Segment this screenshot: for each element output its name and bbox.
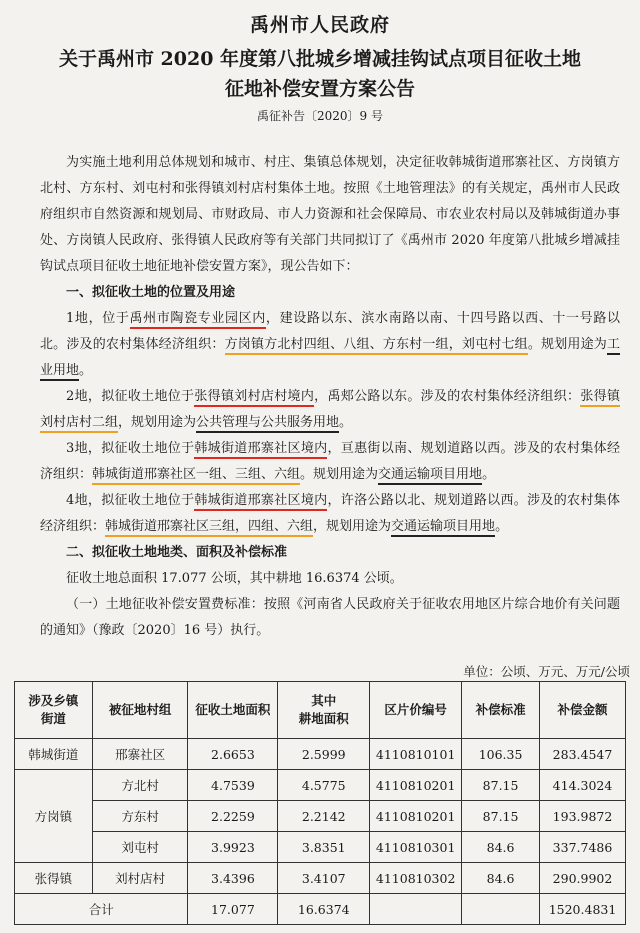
parcel-number: 4 — [66, 493, 75, 508]
location-highlight: 韩城街道邢寨社区境内 — [194, 441, 327, 459]
location-highlight: 韩城街道邢寨社区境内 — [194, 493, 327, 511]
parcel-2-paragraph — [40, 384, 620, 436]
cell-area: 2.6653 — [188, 739, 278, 770]
usage-highlight: 公共管理与公共服务用地 — [196, 415, 339, 433]
cell-empty — [370, 894, 462, 925]
collective-highlight: 方岗镇方北村四组、八组、方东村一组，刘屯村七组 — [225, 337, 528, 355]
cell-code: 4110810201 — [370, 770, 462, 801]
cell-arable: 4.5775 — [278, 770, 370, 801]
text: ，建设路以东、滨水南路以南、十四号路以西、十一号路以北。涉及的农村集体经济组织： — [40, 311, 620, 352]
cell-amount: 337.7486 — [540, 832, 626, 863]
text: ，禹郏公路以东。涉及的农村集体经济组织： — [314, 389, 581, 404]
table-row — [15, 770, 626, 801]
section1-heading: 一、拟征收土地的位置及用途 — [66, 285, 236, 300]
text: 。规划用途为 — [300, 467, 379, 482]
table-header-row — [15, 682, 626, 739]
location-highlight: 禹州市陶瓷专业园区内 — [130, 311, 266, 329]
section2-heading: 二、拟征收土地地类、面积及补偿标准 — [66, 545, 288, 560]
notice-title-line1: 关于禹州市 2020 年度第八批城乡增减挂钩试点项目征收土地 — [58, 48, 582, 70]
cell-amount: 290.9902 — [540, 863, 626, 894]
compensation-standard: （一）土地征收补偿安置费标准：按照《河南省人民政府关于征收农用地区片综合地价有关问题的通知》（豫政〔2020〕16 号）执行。 — [40, 597, 620, 638]
cell-village: 方东村 — [92, 801, 188, 832]
intro-paragraph: 为实施土地利用总体规划和城市、村庄、集镇总体规划，决定征收韩城街道邢寨社区、方岗镇方北村、方东村、刘屯村和张得镇刘村店村集体土地。按照《土地管理法》的有关规定，禹州市人民政府组织市自然资源和规划局、市财政局、市人力资源和社会保障局、市农业农村局以及韩城街道办事处、方岗镇人民政府、张得镇人民政府等有关部门共同拟订了《禹州市 2020 年度第八批城乡增减挂钩试点项目征收土地征地补偿安置方案》，现公告如下： — [40, 155, 620, 274]
header-town — [15, 682, 93, 739]
text: 。 — [79, 363, 93, 378]
parcel-number: 3 — [66, 441, 75, 456]
cell-empty — [462, 894, 540, 925]
cell-code: 4110810301 — [370, 832, 462, 863]
cell-amount: 193.9872 — [540, 801, 626, 832]
cell-area: 4.7539 — [188, 770, 278, 801]
usage-highlight: 工业用地 — [40, 337, 620, 381]
header-arable-line1: 其中 — [311, 693, 337, 708]
usage-highlight: 交通运输项目用地 — [378, 467, 482, 485]
location-highlight: 张得镇刘村店村境内 — [194, 389, 314, 407]
notice-body — [40, 150, 620, 644]
table-row — [15, 863, 626, 894]
cell-code: 4110810302 — [370, 863, 462, 894]
text: ，许洛公路以北、规划道路以西。涉及的农村集体经济组织： — [40, 493, 620, 534]
parcel-number: 2 — [66, 389, 75, 404]
text: 。规划用途为 — [527, 337, 607, 352]
header-town-line1: 涉及乡镇 — [28, 693, 79, 708]
parcel-1-paragraph — [40, 306, 620, 384]
parcel-4-paragraph — [40, 488, 620, 540]
cell-village: 刘村店村 — [92, 863, 188, 894]
cell-code: 4110810201 — [370, 801, 462, 832]
text: 地，拟征收土地位于 — [74, 389, 195, 404]
cell-village: 方北村 — [92, 770, 188, 801]
table-row — [15, 832, 626, 863]
parcel-number: 1 — [66, 311, 75, 326]
header-town-line2: 街道 — [40, 711, 66, 726]
cell-village: 邢寨社区 — [92, 739, 188, 770]
header-amount: 补偿金额 — [540, 682, 626, 739]
text: 地，位于 — [74, 311, 130, 326]
cell-total-area: 17.077 — [188, 894, 278, 925]
cell-arable: 3.4107 — [278, 863, 370, 894]
cell-standard: 87.15 — [462, 801, 540, 832]
cell-arable: 3.8351 — [278, 832, 370, 863]
cell-amount: 414.3024 — [540, 770, 626, 801]
cell-area: 2.2259 — [188, 801, 278, 832]
collective-highlight: 韩城街道邢寨社区三组，四组、六组 — [105, 519, 313, 537]
collective-highlight: 张得镇刘村店村二组 — [40, 389, 620, 433]
cell-standard: 84.6 — [462, 863, 540, 894]
table-total-row — [15, 894, 626, 925]
compensation-table — [14, 681, 626, 925]
cell-area: 3.9923 — [188, 832, 278, 863]
cell-total-arable: 16.6374 — [278, 894, 370, 925]
header-arable — [278, 682, 370, 739]
header-arable-line2: 耕地面积 — [298, 711, 349, 726]
text: 。 — [495, 519, 509, 534]
table-row — [15, 801, 626, 832]
header-standard: 补偿标准 — [462, 682, 540, 739]
table-unit-note: 单位：公顷、万元、万元/公顷 — [463, 664, 630, 679]
cell-standard: 87.15 — [462, 770, 540, 801]
cell-standard: 84.6 — [462, 832, 540, 863]
area-summary: 征收土地总面积 17.077 公顷，其中耕地 16.6374 公顷。 — [66, 571, 403, 586]
cell-area: 3.4396 — [188, 863, 278, 894]
cell-arable: 2.2142 — [278, 801, 370, 832]
text: ，规划用途为 — [118, 415, 197, 430]
text: ，亘惠街以南、规划道路以西。涉及的农村集体经济组织： — [40, 441, 620, 482]
text: 地，拟征收土地位于 — [74, 441, 195, 456]
collective-highlight: 韩城街道邢寨社区一组、三组、六组 — [92, 467, 300, 485]
header-area: 征收土地面积 — [188, 682, 278, 739]
cell-code: 4110810101 — [370, 739, 462, 770]
text: 。 — [482, 467, 496, 482]
issuer-title: 禹州市人民政府 — [249, 14, 390, 36]
text: ，规划用途为 — [313, 519, 392, 534]
cell-amount: 283.4547 — [540, 739, 626, 770]
table-row — [15, 739, 626, 770]
cell-total-amount: 1520.4831 — [540, 894, 626, 925]
text: 地，拟征收土地位于 — [74, 493, 195, 508]
notice-title-line2: 征地补偿安置方案公告 — [224, 78, 415, 100]
document-number: 禹征补告〔2020〕9 号 — [257, 109, 383, 123]
cell-arable: 2.5999 — [278, 739, 370, 770]
header-village: 被征地村组 — [92, 682, 188, 739]
text: 。 — [339, 415, 353, 430]
cell-town: 韩城街道 — [15, 739, 93, 770]
parcel-3-paragraph — [40, 436, 620, 488]
cell-town: 张得镇 — [15, 863, 93, 894]
cell-standard: 106.35 — [462, 739, 540, 770]
header-code: 区片价编号 — [370, 682, 462, 739]
usage-highlight: 交通运输项目用地 — [391, 519, 495, 537]
cell-total-label: 合计 — [15, 894, 188, 925]
cell-town: 方岗镇 — [15, 770, 93, 863]
cell-village: 刘屯村 — [92, 832, 188, 863]
